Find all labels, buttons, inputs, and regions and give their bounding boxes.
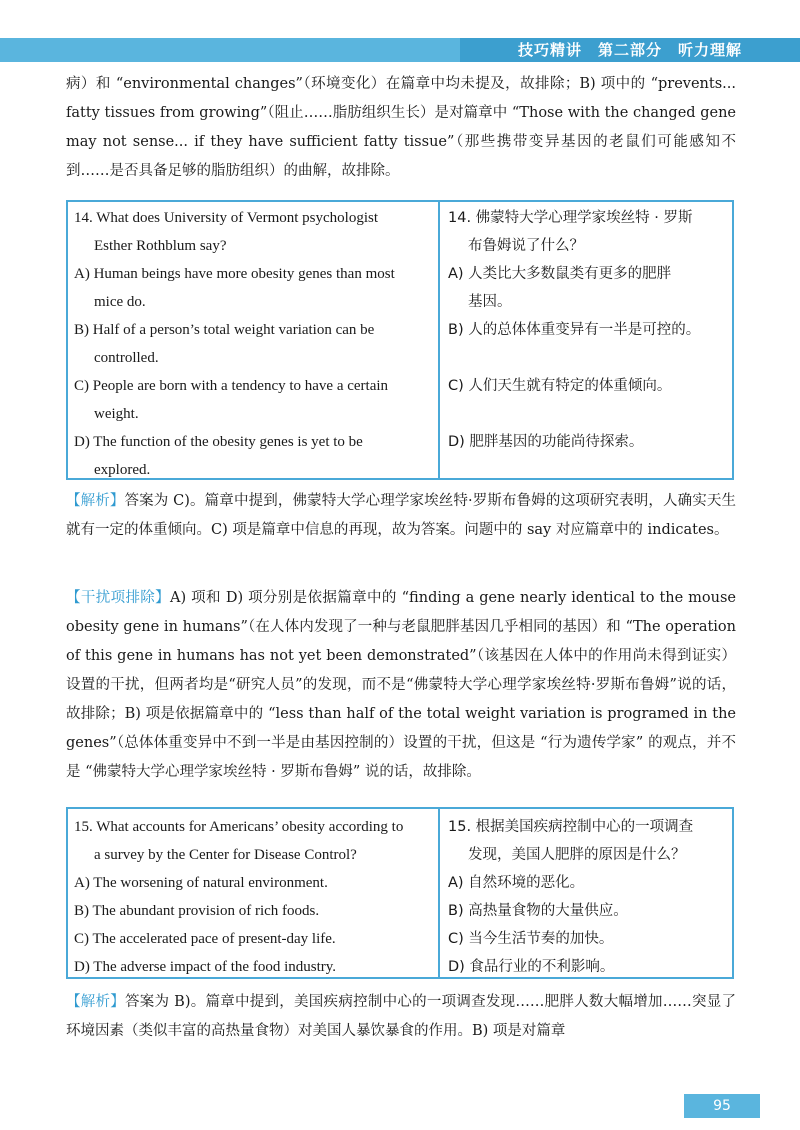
question-14-box [66,200,734,480]
distractor-tag: 【干扰项排除】 [66,590,171,606]
option-15d-en: D) The adverse impact of the food industry. [74,959,337,975]
analysis-tag: 【解析】 [66,493,125,509]
section-header: 技巧精讲 第二部分 听力理解 [460,38,800,62]
option-14a-en: A) Human beings have more obesity genes than most mice do. [74,266,395,310]
analysis-tag: 【解析】 [66,994,126,1010]
distractor-14-text: A) 项和 D) 项分别是依据篇章中的 “finding a gene nearly identical to the mouse obesity gene in humans”（在人体内发现了一种与老鼠肥胖基因几乎相同的基因）和 “The operation of this gene in humans has not yet been demonstrated”（该基因在人体中的作用尚未得到证实）设置的干扰，但两者均是“研究人员”的发现，而不是“佛蒙特大学心理学家埃丝特·罗斯布鲁姆”说的话，故排除；B) 项是依据篇章中的 “less than half of the total weight variation is programed in the genes”（总体体重变异中不到一半是由基因控制的）设置的干扰，但这是 “行为遗传学家” 的观点，并不是 “佛蒙特大学心理学家埃丝特 · 罗斯布鲁姆” 说的话，故排除。 [66,590,736,780]
option-15b-zh: B) 高热量食物的大量供应。 [448,903,628,919]
option-15b-en: B) The abundant provision of rich foods. [74,903,320,919]
option-15c-zh: C) 当今生活节奏的加快。 [448,931,614,947]
option-15a-en: A) The worsening of natural environment. [74,875,328,891]
analysis-15-text: 答案为 B)。篇章中提到，美国疾病控制中心的一项调查发现……肥胖人数大幅增加……突显了环境因素（类似丰富的高热量食物）对美国人暴饮暴食的作用。B) 项是对篇章 [66,994,736,1039]
option-14c-en: C) People are born with a tendency to have a certain weight. [74,378,389,422]
page-number: 95 [684,1094,760,1118]
question-15-box [66,807,734,979]
question-15-stem-en: 15. What accounts for Americans’ obesity according to a survey by the Center for Disease Control? [74,819,404,863]
analysis-15 [66,988,736,1046]
question-14-english [68,202,440,478]
question-14-stem-en: 14. What does University of Vermont psychologist Esther Rothblum say? [74,210,378,254]
option-14b-en: B) Half of a person’s total weight variation can be controlled. [74,322,375,366]
intro-paragraph: 病）和 “environmental changes”（环境变化）在篇章中均未提及，故排除；B) 项中的 “prevents... fatty tissues from growing”（阻止……脂肪组织生长）是对篇章中 “Those with the changed gene may not sense... if they have sufficient fatty tissue”（那些携带变异基因的老鼠们可能感知不到……是否具备足够的脂肪组织）的曲解，故排除。 [66,76,736,179]
option-14d-en: D) The function of the obesity genes is yet to be explored. [74,434,363,478]
question-15-chinese [440,809,732,977]
question-14-chinese [440,202,732,478]
option-14a-zh: A) 人类比大多数鼠类有更多的肥胖 基因。 [448,266,672,310]
question-15-stem-zh: 15. 根据美国疾病控制中心的一项调查 发现，美国人肥胖的原因是什么？ [448,819,694,863]
analysis-14 [66,487,736,545]
option-14c-zh: C) 人们天生就有特定的体重倾向。 [448,378,672,394]
option-15c-en: C) The accelerated pace of present-day life. [74,931,336,947]
question-15-english [68,809,440,977]
distractor-14 [66,584,736,787]
option-15d-zh: D) 食品行业的不利影响。 [448,959,615,975]
option-15a-zh: A) 自然环境的恶化。 [448,875,585,891]
option-14b-zh: B) 人的总体体重变异有一半是可控的。 [448,322,701,338]
option-14d-zh: D) 肥胖基因的功能尚待探索。 [448,434,644,450]
question-14-stem-zh: 14. 佛蒙特大学心理学家埃丝特 · 罗斯 布鲁姆说了什么？ [448,210,693,254]
analysis-14-text: 答案为 C)。篇章中提到，佛蒙特大学心理学家埃丝特·罗斯布鲁姆的这项研究表明，人确实天生就有一定的体重倾向。C) 项是篇章中信息的再现，故为答案。问题中的 say 对应篇章中的 indicates。 [66,493,737,538]
